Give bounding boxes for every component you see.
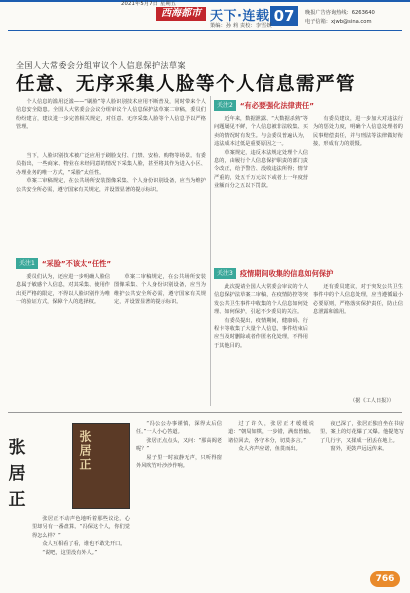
section3-tag: 关注3 <box>214 268 236 279</box>
section1-title: “采脸”不该太“任性” <box>41 258 112 268</box>
serial-b-2: 张居正点点头，又问：“那高阁老呢？” <box>136 437 222 453</box>
article-kicker: 全国人大常委会分组审议个人信息保护法草案 <box>16 61 186 70</box>
column-divider <box>210 96 211 406</box>
serial-column-b <box>136 420 222 590</box>
serial-column-a <box>32 515 130 589</box>
section1-para-2: 草案二审稿规定，在公共场所安装图像采集、个人身份识别设备，应当为维护公共安全所必需，遵守国家有关规定，并设置显著的提示标识。 <box>16 178 206 193</box>
serial-author: 张居正 <box>8 438 26 510</box>
section-title: 天下·连载 <box>210 9 270 24</box>
section1-para-3: 委员们认为，还应进一步明确人脸信息属于敏感个人信息，对其采集、使用作出更严格的限定，不得以人脸识别作为唯一的验证方式，保障个人的选择权。 <box>16 274 110 306</box>
newspaper-logo: 西海都市 <box>156 7 206 21</box>
dateline: 2021年5月7日 星期五 <box>121 1 177 7</box>
section3-body-left <box>214 283 308 399</box>
serial-column-d <box>320 420 404 568</box>
section2-body-right <box>313 115 403 265</box>
serial-page-badge: 766 <box>370 571 400 587</box>
serial-d-2: 窗外，更鼓声远远传来。 <box>330 446 388 453</box>
section2-heading <box>214 100 314 111</box>
book-cover-image <box>72 423 130 509</box>
serial-c-1: 过了许久，张居正才缓缓说道：“朝局如棋，一步错，满盘皆输。诸位回去，各守本分，切莫多言。” <box>228 421 314 444</box>
section2-para-2: 草案规定，违反本法规定处理个人信息的，由履行个人信息保护职责的部门责令改正，给予警告、没收违法所得；情节严重的，处五千万元以下或者上一年度营业额百分之五以下罚款。 <box>214 149 308 190</box>
section1-tag: 关注1 <box>16 258 38 269</box>
section-divider <box>8 412 402 413</box>
section3-title: 疫情期间收集的信息如何保护 <box>239 268 334 278</box>
contact-block <box>305 9 375 27</box>
header-divider <box>8 30 402 31</box>
serial-d-1: 夜已深了，张居正独自坐在书房里，案上的灯花爆了又爆。他提笔写了几行字，又揉成一团丢在地上。 <box>320 421 404 444</box>
section3-para-2: 有委员提出，疫情期间，健康码、行程卡等收集了大量个人信息，事件结束后应当及时删除或者作匿名化处理，不得用于其他目的。 <box>214 317 308 349</box>
section1-body <box>16 152 206 252</box>
section3-para-3: 还有委员建议，对于突发公共卫生事件中的个人信息处理，应当遵循最小必要原则，严格落实保护责任，防止信息泄露和滥用。 <box>313 284 403 316</box>
section1-body-col2 <box>114 273 206 405</box>
ad-hotline: 晚报广告咨询热线：6263640 <box>305 10 375 16</box>
article-source: （据《工人日报》） <box>350 398 395 404</box>
serial-a-3: “说吧，这里没有外人。” <box>42 549 98 556</box>
section1-body-cols <box>16 273 110 405</box>
intro-paragraph: 个人信息的滥用泛滥——“刷脸”等人脸识别技术应用不断普及，同时带来个人信息安全隐患。全国人大常委会会议分组审议个人信息保护法草案二审稿，委员们纷纷建言，建议进一步完善相关规定，对任意、无序采集人脸等个人信息予以严格管理。 <box>16 99 206 131</box>
serial-c-2: 众人齐声应诺，鱼贯而出。 <box>238 446 301 453</box>
serial-a-2: 众人互相看了看，谁也不敢先开口。 <box>42 541 126 548</box>
section2-body-left <box>214 115 308 265</box>
serial-a-1: 张居正不动声色地听着那些议论，心里却另有一番盘算。“冯保这个人，你们觉得怎么样？” <box>32 516 130 539</box>
section3-heading <box>214 268 333 279</box>
website: 电子信箱：xjwb@sina.com <box>305 19 372 25</box>
article-headline: 任意、无序采集人脸等个人信息需严管 <box>16 74 357 95</box>
editor-credits: 策编：孙 莉 责校：李雪媛 <box>210 23 272 29</box>
page-number-badge: 07 <box>270 6 298 26</box>
serial-column-c <box>228 420 314 590</box>
book-cover-title: 张居正 <box>78 430 92 472</box>
article-intro <box>16 98 206 150</box>
section1-para-2-repeat: 草案二审稿规定，在公共场所安装图像采集、个人身份识别设备，应当为维护公共安全所必需，遵守国家有关规定，并设置显著的提示标识。 <box>114 274 206 306</box>
section2-para-1: 近年来，数据泄露、“大数据杀熟”等问题屡见不鲜，个人信息被非法收集、买卖的情况时有发生。与会委员普遍认为，违法成本过低是重要原因之一。 <box>214 116 308 148</box>
section3-body-right <box>313 283 403 393</box>
section2-title: “有必要强化法律责任” <box>239 100 314 110</box>
section2-tag: 关注2 <box>214 100 236 111</box>
section1-para-1: 当下，人脸识别技术被广泛应用于刷脸支付、门禁、安检、购物等场景。有委员指出，一些商家、物业在未经同意的情况下采集人脸，甚至将其作为进入小区、办理业务的唯一方式，“采脸”太任性。 <box>16 153 206 176</box>
serial-b-1: “冯公公办事谨慎，深得太后信任。”一人小心答道。 <box>136 421 222 436</box>
section3-para-1: 此次提请全国人大常委会审议的个人信息保护法草案二审稿，在疫情防控等突发公共卫生事件中收集的个人信息如何处理、如何保护，引起不少委员的关注。 <box>214 284 308 316</box>
section1-heading <box>16 258 111 269</box>
section2-para-3: 有委员建议，进一步加大对违法行为的惩处力度，明确个人信息处理者的民事赔偿责任，并与刑法等法律做好衔接，形成有力的震慑。 <box>313 116 403 148</box>
top-color-bar <box>0 0 410 6</box>
serial-b-3: 屋子里一时寂静无声，只听得窗外风吹竹叶沙沙作响。 <box>136 454 222 470</box>
